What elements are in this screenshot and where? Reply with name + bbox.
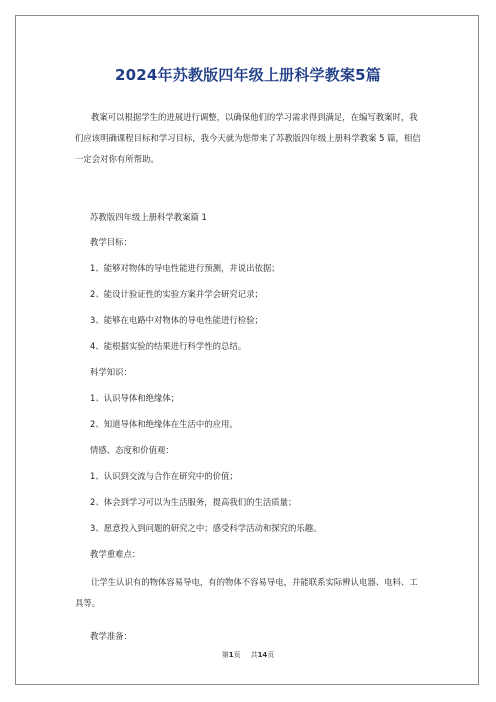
goal-item: 2、能设计验证性的实验方案并学会研究记录； [90, 289, 263, 299]
knowledge-label: 科学知识： [90, 367, 132, 377]
teaching-goals-label: 教学目标： [90, 237, 132, 247]
goal-item: 1、能够对物体的导电性能进行预测，并说出依据； [90, 263, 280, 273]
key-points-label: 教学重难点： [90, 549, 141, 559]
total-prefix: 共 [250, 651, 258, 659]
page-footer [0, 650, 496, 660]
attitude-label: 情感、态度和价值观： [90, 445, 174, 455]
total-pages: 14 [257, 651, 268, 659]
goal-item: 4、能根据实验的结果进行科学性的总结。 [90, 341, 247, 351]
intro-paragraph: 教案可以根据学生的进展进行调整，以确保他们的学习需求得到满足，在编写教案时，我们应该明确课程目标和学习目标，我今天就为您带来了苏教版四年级上册科学教案 5 篇，相信一定会对你有所帮助。 [75, 112, 421, 164]
knowledge-item: 2、知道导体和绝缘体在生活中的应用。 [90, 419, 238, 429]
page-suffix: 页 [233, 651, 241, 659]
key-points-paragraph: 让学生认识有的物体容易导电，有的物体不容易导电，并能联系实际辨认电器、电料、工具等。 [75, 577, 418, 608]
section-heading: 苏教版四年级上册科学教案篇 1 [90, 212, 207, 222]
preparation-label: 教学准备： [90, 631, 132, 641]
attitude-item: 3、愿意投入到问题的研究之中；感受科学活动和探究的乐趣。 [90, 523, 322, 533]
attitude-item: 1、认识到交流与合作在研究中的价值； [90, 471, 238, 481]
page-prefix: 第 [221, 651, 229, 659]
document-title: 2024年苏教版四年级上册科学教案5篇 [115, 66, 381, 84]
total-suffix: 页 [267, 651, 275, 659]
knowledge-item: 1、认识导体和绝缘体； [90, 393, 180, 403]
goal-item: 3、能够在电路中对物体的导电性能进行检验； [90, 315, 263, 325]
attitude-item: 2、体会到学习可以为生活服务，提高我们的生活质量； [90, 497, 297, 507]
page-number: 1 [228, 651, 234, 659]
